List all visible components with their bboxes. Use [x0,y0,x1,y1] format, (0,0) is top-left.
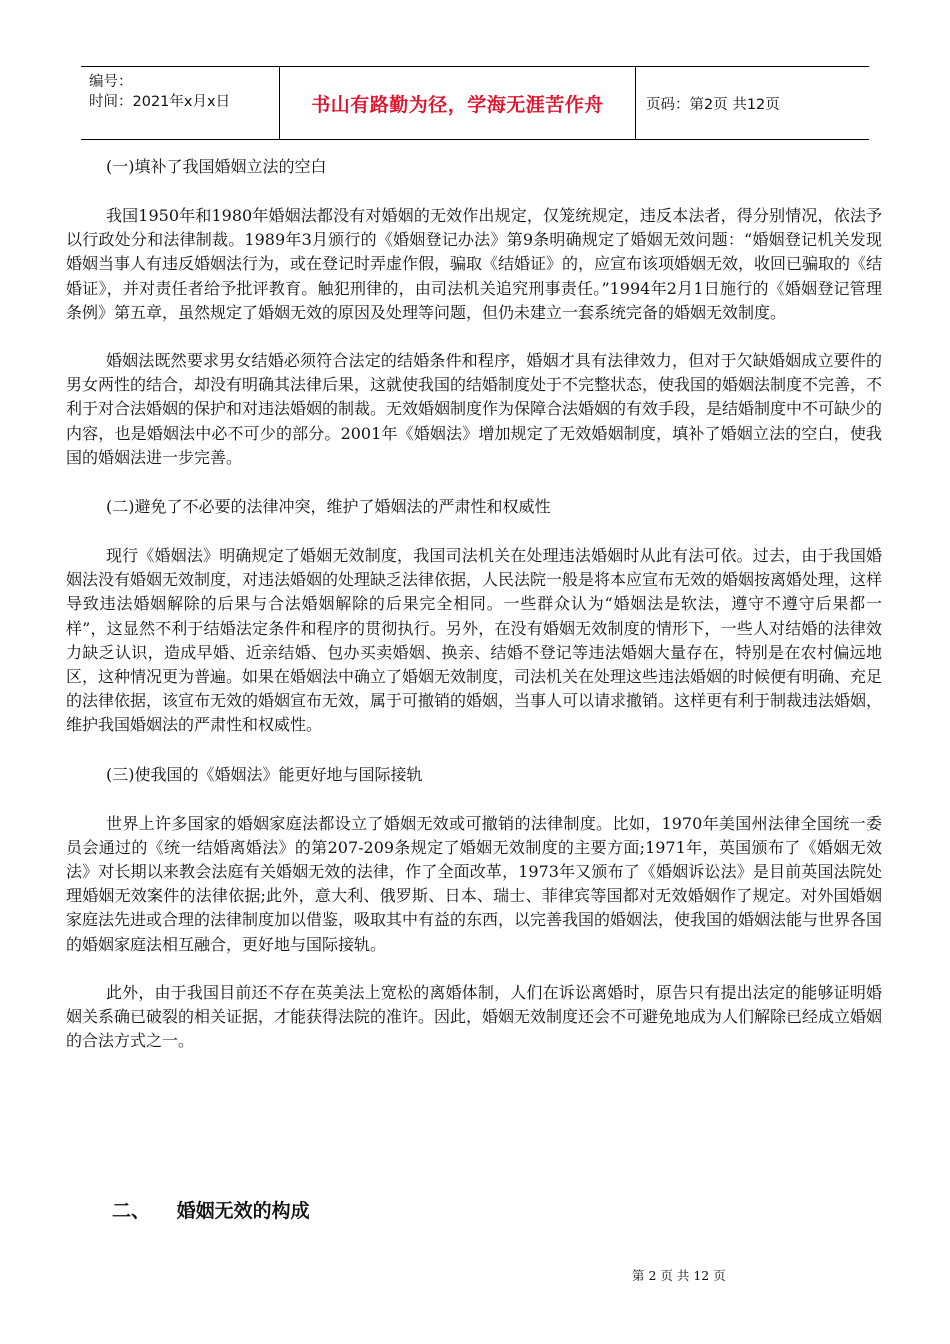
document-date: 时间：2021年x月x日 [89,94,231,110]
section-title: 二、 婚姻无效的构成 [112,1200,310,1222]
document-body [66,154,882,1077]
subheading-3: (三)使我国的《婚姻法》能更好地与国际接轨 [106,764,423,784]
page-footer: 第 2 页 共 12 页 [632,1268,726,1283]
header-slogan: 书山有路勤为径，学海无涯苦作舟 [311,93,604,116]
paragraph-5: 此外，由于我国目前还不存在英美法上宽松的离婚体制，人们在诉讼离婚时，原告只有提出法定的能够证明婚姻关系确已破裂的相关证据，才能获得法院的准许。因此，婚姻无效制度还会不可避免地成为人们解除已经成立婚姻的合法方式之一。 [66,982,883,1051]
document-number: 编号： [89,74,133,90]
page-header [81,66,869,140]
paragraph-1: 我国1950年和1980年婚姻法都没有对婚姻的无效作出规定，仅笼统规定，违反本法者，得分别情况，依法予以行政处分和法律制裁。1989年3月颁行的《婚姻登记办法》第9条明确规定了婚姻无效问题：“婚姻登记机关发现婚姻当事人有违反婚姻法行为，或在登记时弄虚作假，骗取《结婚证》的，应宣布该项婚姻无效，收回已骗取的《结婚证》，并对责任者给予批评教育。触犯刑律的，由司法机关追究刑事责任。”1994年2月1日施行的《婚姻登记管理条例》第五章，虽然规定了婚姻无效的原因及处理等问题，但仍未建立一套系统完备的婚姻无效制度。 [66,206,883,322]
header-page-cell [636,67,869,139]
paragraph-4: 世界上许多国家的婚姻家庭法都设立了婚姻无效或可撤销的法律制度。比如，1970年美国州法律全国统一委员会通过的《统一结婚离婚法》的第207-209条规定了婚姻无效制度的主要方面;1971年，英国颁布了《婚姻无效法》对长期以来教会法庭有关婚姻无效的法律，作了全面改革，1973年又颁布了《婚姻诉讼法》是目前英国法院处理婚姻无效案件的法律依据;此外，意大利、俄罗斯、日本、瑞士、菲律宾等国都对无效婚姻作了规定。对外国婚姻家庭法先进或合理的法律制度加以借鉴，吸取其中有益的东西，以完善我国的婚姻法，使我国的婚姻法能与世界各国的婚姻家庭法相互融合，更好地与国际接轨。 [66,813,883,954]
subheading-1: (一)填补了我国婚姻立法的空白 [106,157,327,176]
paragraph-2: 婚姻法既然要求男女结婚必须符合法定的结婚条件和程序，婚姻才具有法律效力，但对于欠缺婚姻成立要件的男女两性的结合，却没有明确其法律后果，这就使我国的结婚制度处于不完整状态，使我国的婚姻法制度不完善，不利于对合法婚姻的保护和对违法婚姻的制裁。无效婚姻制度作为保障合法婚姻的有效手段，是结婚制度中不可缺少的内容，也是婚姻法中必不可少的部分。2001年《婚姻法》增加规定了无效婚姻制度，填补了婚姻立法的空白，使我国的婚姻法进一步完善。 [66,351,883,467]
header-page-number: 页码：第2页 共12页 [646,96,780,113]
subheading-2: (二)避免了不必要的法律冲突，维护了婚姻法的严肃性和权威性 [106,497,551,517]
header-meta [81,67,279,139]
header-slogan-cell [279,67,636,139]
paragraph-3: 现行《婚姻法》明确规定了婚姻无效制度，我国司法机关在处理违法婚姻时从此有法可依。过去，由于我国婚姻法没有婚姻无效制度，对违法婚姻的处理缺乏法律依据，人民法院一般是将本应宣布无效的婚姻按离婚处理，这样导致违法婚姻解除的后果与合法婚姻解除的后果完全相同。一些群众认为“婚姻法是软法，遵守不遵守后果都一样”，这显然不利于结婚法定条件和程序的贯彻执行。另外，在没有婚姻无效制度的情形下，一些人对结婚的法律效力缺乏认识，造成早婚、近亲结婚、包办买卖婚姻、换亲、结婚不登记等违法婚姻大量存在，特别是在农村偏远地区，这种情况更为普遍。如果在婚姻法中确立了婚姻无效制度，司法机关在处理这些违法婚姻的时候便有明确、充足的法律依据，该宣布无效的婚姻宣布无效，属于可撤销的婚姻，当事人可以请求撤销。这样更有利于制裁违法婚姻，维护我国婚姻法的严肃性和权威性。 [66,546,883,735]
